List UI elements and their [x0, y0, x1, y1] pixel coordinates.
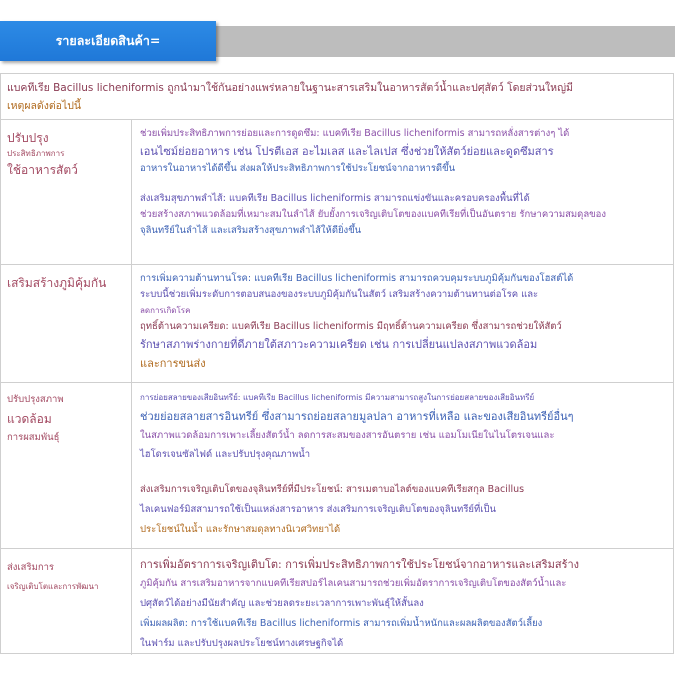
- content-line: ประโยชน์ในน้ำ และรักษาสมดุลทางนิเวศวิทยาได้: [140, 524, 341, 535]
- row-label: [1, 120, 132, 264]
- content-line: ในสภาพแวดล้อมการเพาะเลี้ยงสัตว์น้ำ ลดการสะสมของสารอันตราย เช่น แอมโมเนียในไนโตรเจนและ: [140, 430, 555, 441]
- row-label: [1, 549, 132, 655]
- content-line: รักษาสภาพร่างกายที่ดีภายใต้สภาวะความเครียด เช่น การเปลี่ยนแปลงสภาพแวดล้อม: [140, 338, 538, 351]
- row-content: [132, 120, 673, 264]
- row-label-line: แวดล้อม: [7, 412, 52, 426]
- content-line: อาหารในอาหารได้ดีขึ้น ส่งผลให้ประสิทธิภาพการใช้ประโยชน์จากอาหารดีขึ้น: [140, 163, 456, 174]
- row-label-line: ส่งเสริมการ: [7, 562, 55, 573]
- row-label: [1, 383, 132, 548]
- row-label-line: ปรับปรุงสภาพ: [7, 394, 64, 405]
- row-content: [132, 383, 673, 548]
- content-line: ปศุสัตว์ได้อย่างมีนัยสำคัญ และช่วยลดระยะเวลาการเพาะพันธุ์ให้สั้นลง: [140, 598, 424, 609]
- content-line: ลดการเกิดโรค: [140, 306, 191, 315]
- intro-line: แบคทีเรีย Bacillus licheniformis ถูกนำมาใช้กันอย่างแพร่หลายในฐานะสารเสริมในอาหารสัตว์น้ำและปศุสัตว์ โดยส่วนใหญ่มี: [7, 82, 573, 94]
- section-title: รายละเอียดสินค้า=: [0, 21, 216, 61]
- content-line: เพิ่มผลผลิต: การใช้แบคทีเรีย Bacillus licheniformis สามารถเพิ่มน้ำหนักและผลผลิตของสัตว์เลี้ยง: [140, 618, 543, 629]
- intro-text: [1, 74, 673, 120]
- table-row: [1, 383, 673, 549]
- content-line: จุลินทรีย์ในลำไส้ และเสริมสร้างสุขภาพลำไส้ให้ดียิ่งขึ้น: [140, 225, 362, 236]
- product-details-table: [0, 73, 674, 654]
- content-line: ไลเคนฟอร์มิสสามารถใช้เป็นแหล่งสารอาหาร ส่งเสริมการเจริญเติบโตของจุลินทรีย์ที่เป็น: [140, 504, 497, 515]
- content-line: ระบบนี้ช่วยเพิ่มระดับการตอบสนองของระบบภูมิคุ้มกันในสัตว์ เสริมสร้างความต้านทานต่อโรค และ: [140, 289, 539, 300]
- row-label-line: การผสมพันธุ์: [7, 432, 60, 443]
- content-line: ส่งเสริมการเจริญเติบโตของจุลินทรีย์ที่มีประโยชน์: สารเมตาบอไลต์ของแบคทีเรียสกุล Bacillus: [140, 484, 525, 495]
- content-line: การเพิ่มอัตราการเจริญเติบโต: การเพิ่มประสิทธิภาพการใช้ประโยชน์จากอาหารและเสริมสร้าง: [140, 558, 580, 571]
- row-label-line: เจริญเติบโตและการพัฒนา: [7, 582, 99, 591]
- content-line: ฤทธิ์ต้านความเครียด: แบคทีเรีย Bacillus licheniformis มีฤทธิ์ต้านความเครียด ซึ่งสามารถช่วยให้สัตว์: [140, 321, 562, 332]
- content-line: ไฮโดรเจนซัลไฟด์ และปรับปรุงคุณภาพน้ำ: [140, 449, 311, 460]
- content-line: ช่วยสร้างสภาพแวดล้อมที่เหมาะสมในลำไส้ ยับยั้งการเจริญเติบโตของแบคทีเรียที่เป็นอันตราย รักษาความสมดุลของ: [140, 209, 607, 220]
- table-row: [1, 120, 673, 265]
- row-label: [1, 265, 132, 382]
- content-line: เอนไซม์ย่อยอาหาร เช่น โปรตีเอส อะไมเลส และไลเปส ซึ่งช่วยให้สัตว์ย่อยและดูดซึมสาร: [140, 145, 554, 158]
- row-content: [132, 265, 673, 382]
- content-line: ส่งเสริมสุขภาพลำไส้: แบคทีเรีย Bacillus licheniformis สามารถแข่งขันและครอบครองพื้นที่ได้: [140, 193, 530, 204]
- row-label-line: ใช้อาหารสัตว์: [7, 163, 78, 177]
- content-line: ช่วยย่อยสลายสารอินทรีย์ ซึ่งสามารถย่อยสลายมูลปลา อาหารที่เหลือ และของเสียอินทรีย์อื่นๆ: [140, 410, 574, 423]
- row-label-line: ประสิทธิภาพการ: [7, 149, 65, 158]
- content-line: การเพิ่มความต้านทานโรค: แบคทีเรีย Bacillus licheniformis สามารถควบคุมระบบภูมิคุ้มกันของโฮสต์ได้: [140, 273, 574, 284]
- content-line: ในฟาร์ม และปรับปรุงผลประโยชน์ทางเศรษฐกิจได้: [140, 638, 344, 649]
- content-line: ภูมิคุ้มกัน สารเสริมอาหารจากแบคทีเรียสปอร์ไลเคนสามารถช่วยเพิ่มอัตราการเจริญเติบโตของสัตว์น้ำและ: [140, 578, 567, 589]
- table-row: [1, 549, 673, 655]
- content-line: ช่วยเพิ่มประสิทธิภาพการย่อยและการดูดซึม: แบคทีเรีย Bacillus licheniformis สามารถหลั่งสารต่างๆ ได้: [140, 128, 570, 139]
- content-line: และการขนส่ง: [140, 357, 206, 370]
- row-label-line: เสริมสร้างภูมิคุ้มกัน: [7, 276, 107, 290]
- row-content: [132, 549, 673, 655]
- row-label-line: ปรับปรุง: [7, 131, 49, 145]
- table-row: [1, 265, 673, 383]
- intro-line: เหตุผลดังต่อไปนี้: [7, 100, 82, 112]
- content-line: การย่อยสลายของเสียอินทรีย์: แบคทีเรีย Bacillus licheniformis มีความสามารถสูงในการย่อยสลายของเสียอินทรีย์: [140, 393, 535, 402]
